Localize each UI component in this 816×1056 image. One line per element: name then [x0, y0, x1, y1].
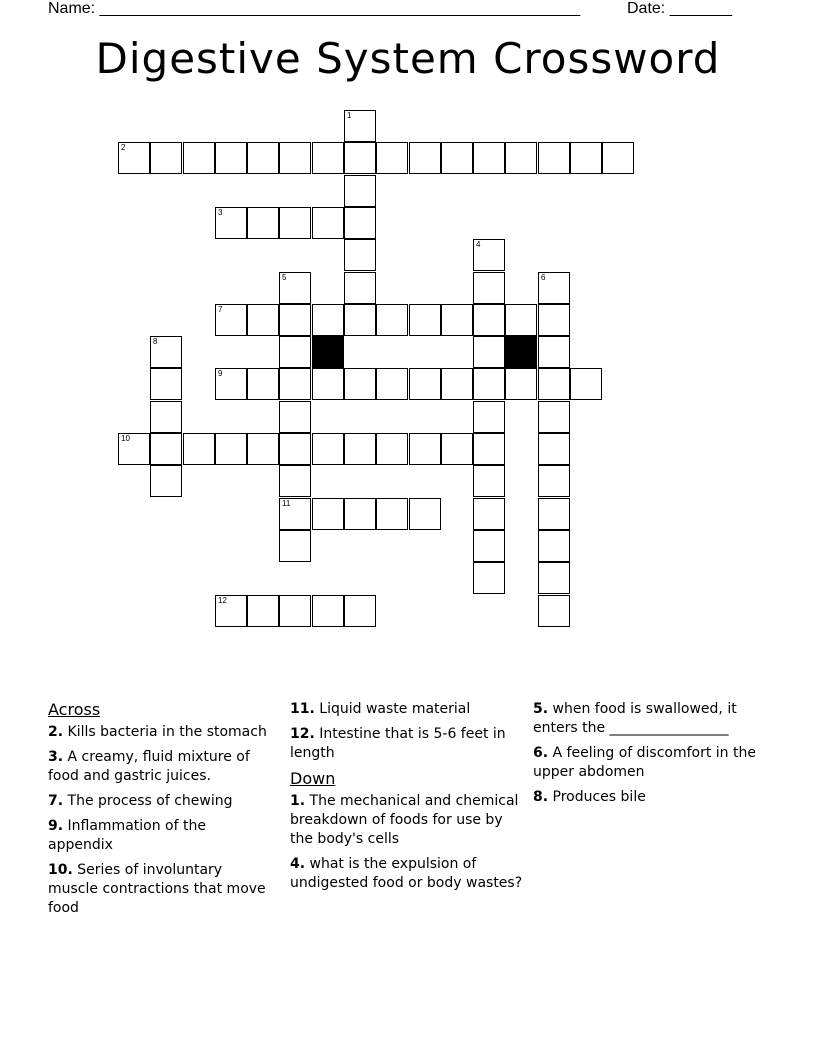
grid-cell[interactable]	[183, 433, 215, 465]
down-heading: Down	[290, 769, 336, 788]
grid-cell[interactable]	[247, 304, 279, 336]
grid-cell[interactable]	[215, 304, 247, 336]
grid-cell[interactable]	[570, 368, 602, 400]
clue-number: 11	[282, 499, 291, 508]
clue-number: 2	[121, 143, 126, 152]
grid-cell[interactable]	[473, 465, 505, 497]
grid-cell[interactable]	[538, 336, 570, 368]
grid-cell[interactable]	[247, 207, 279, 239]
grid-cell[interactable]	[279, 433, 311, 465]
grid-cell[interactable]	[441, 142, 473, 174]
grid-cell[interactable]	[409, 142, 441, 174]
down-clue-5: 5. when food is swallowed, it enters the _________________	[533, 701, 737, 736]
clues-column-2	[290, 700, 525, 899]
grid-cell[interactable]	[538, 142, 570, 174]
down-clue-4: 4. what is the expulsion of undigested food or body wastes?	[290, 856, 523, 891]
grid-cell[interactable]	[344, 207, 376, 239]
grid-cell[interactable]	[344, 498, 376, 530]
grid-cell[interactable]	[473, 239, 505, 271]
grid-cell[interactable]	[376, 433, 408, 465]
grid-cell[interactable]	[473, 433, 505, 465]
grid-cell[interactable]	[312, 498, 344, 530]
clue-number: 7	[218, 305, 223, 314]
clue-number: 6	[541, 273, 546, 282]
grid-cell[interactable]	[183, 142, 215, 174]
grid-cell[interactable]	[247, 142, 279, 174]
grid-cell[interactable]	[215, 368, 247, 400]
grid-cell[interactable]	[279, 530, 311, 562]
down-clue-8: 8. Produces bile	[533, 789, 646, 805]
grid-block	[505, 336, 537, 368]
grid-cell[interactable]	[473, 562, 505, 594]
grid-cell[interactable]	[409, 433, 441, 465]
grid-cell[interactable]	[376, 498, 408, 530]
clue-number: 3	[218, 208, 223, 217]
grid-cell[interactable]	[247, 595, 279, 627]
grid-cell[interactable]	[150, 142, 182, 174]
grid-cell[interactable]	[409, 498, 441, 530]
grid-cell[interactable]	[538, 530, 570, 562]
grid-cell[interactable]	[538, 304, 570, 336]
grid-cell[interactable]	[538, 465, 570, 497]
grid-cell[interactable]	[118, 433, 150, 465]
grid-block	[312, 336, 344, 368]
page-title: Digestive System Crossword	[95, 34, 721, 83]
grid-cell[interactable]	[505, 368, 537, 400]
grid-cell[interactable]	[150, 401, 182, 433]
clues-column-3	[533, 700, 763, 813]
grid-cell[interactable]	[376, 142, 408, 174]
across-clue-9: 9. Inflammation of the appendix	[48, 818, 206, 853]
grid-cell[interactable]	[473, 401, 505, 433]
grid-cell[interactable]	[215, 207, 247, 239]
down-clue-6: 6. A feeling of discomfort in the upper abdomen	[533, 745, 756, 780]
down-clue-1: 1. The mechanical and chemical breakdown of foods for use by the body's cells	[290, 793, 519, 847]
grid-cell[interactable]	[279, 465, 311, 497]
grid-cell[interactable]	[473, 336, 505, 368]
clue-number: 4	[476, 240, 481, 249]
grid-cell[interactable]	[344, 175, 376, 207]
grid-cell[interactable]	[344, 239, 376, 271]
grid-cell[interactable]	[473, 142, 505, 174]
across-clue-12: 12. Intestine that is 5-6 feet in length	[290, 726, 506, 761]
grid-cell[interactable]	[279, 401, 311, 433]
grid-cell[interactable]	[279, 207, 311, 239]
grid-cell[interactable]	[538, 368, 570, 400]
grid-cell[interactable]	[150, 336, 182, 368]
across-clue-3: 3. A creamy, fluid mixture of food and gastric juices.	[48, 749, 250, 784]
across-clue-2: 2. Kills bacteria in the stomach	[48, 724, 267, 740]
grid-cell[interactable]	[376, 368, 408, 400]
grid-cell[interactable]	[312, 433, 344, 465]
clue-number: 9	[218, 369, 223, 378]
grid-cell[interactable]	[441, 304, 473, 336]
grid-cell[interactable]	[215, 142, 247, 174]
grid-cell[interactable]	[312, 304, 344, 336]
across-clue-10: 10. Series of involuntary muscle contractions that move food	[48, 862, 266, 916]
grid-cell[interactable]	[279, 368, 311, 400]
clue-number: 10	[121, 434, 130, 443]
grid-cell[interactable]	[538, 595, 570, 627]
grid-cell[interactable]	[215, 433, 247, 465]
grid-cell[interactable]	[344, 304, 376, 336]
grid-cell[interactable]	[505, 304, 537, 336]
across-clue-11: 11. Liquid waste material	[290, 701, 471, 717]
grid-cell[interactable]	[279, 595, 311, 627]
clue-number: 12	[218, 596, 227, 605]
grid-cell[interactable]	[538, 401, 570, 433]
grid-cell[interactable]	[538, 562, 570, 594]
grid-cell[interactable]	[312, 595, 344, 627]
grid-cell[interactable]	[344, 368, 376, 400]
grid-cell[interactable]	[473, 272, 505, 304]
name-line: Name: ______________________________________________________	[48, 0, 581, 17]
grid-cell[interactable]	[215, 595, 247, 627]
grid-cell[interactable]	[279, 142, 311, 174]
grid-cell[interactable]	[473, 304, 505, 336]
grid-cell[interactable]	[441, 368, 473, 400]
grid-cell[interactable]	[118, 142, 150, 174]
date-line: Date: _______	[627, 0, 732, 17]
grid-cell[interactable]	[150, 368, 182, 400]
grid-cell[interactable]	[279, 272, 311, 304]
across-heading: Across	[48, 700, 101, 719]
grid-cell[interactable]	[312, 142, 344, 174]
grid-cell[interactable]	[376, 304, 408, 336]
grid-cell[interactable]	[344, 110, 376, 142]
grid-cell[interactable]	[409, 368, 441, 400]
clue-number: 8	[153, 337, 158, 346]
grid-cell[interactable]	[538, 433, 570, 465]
grid-cell[interactable]	[344, 272, 376, 304]
clue-number: 1	[347, 111, 352, 120]
grid-cell[interactable]	[473, 368, 505, 400]
grid-cell[interactable]	[441, 433, 473, 465]
grid-cell[interactable]	[279, 304, 311, 336]
grid-cell[interactable]	[150, 465, 182, 497]
grid-cell[interactable]	[247, 433, 279, 465]
grid-cell[interactable]	[279, 498, 311, 530]
grid-cell[interactable]	[602, 142, 634, 174]
clues-column-1	[48, 700, 273, 924]
grid-cell[interactable]	[409, 304, 441, 336]
grid-cell[interactable]	[247, 368, 279, 400]
grid-cell[interactable]	[538, 498, 570, 530]
across-clue-7: 7. The process of chewing	[48, 793, 233, 809]
grid-cell[interactable]	[570, 142, 602, 174]
grid-cell[interactable]	[538, 272, 570, 304]
grid-cell[interactable]	[344, 142, 376, 174]
grid-cell[interactable]	[505, 142, 537, 174]
grid-cell[interactable]	[344, 595, 376, 627]
grid-cell[interactable]	[344, 433, 376, 465]
grid-cell[interactable]	[279, 336, 311, 368]
grid-cell[interactable]	[312, 368, 344, 400]
grid-cell[interactable]	[473, 530, 505, 562]
clue-number: 5	[282, 273, 287, 282]
grid-cell[interactable]	[312, 207, 344, 239]
grid-cell[interactable]	[473, 498, 505, 530]
grid-cell[interactable]	[150, 433, 182, 465]
